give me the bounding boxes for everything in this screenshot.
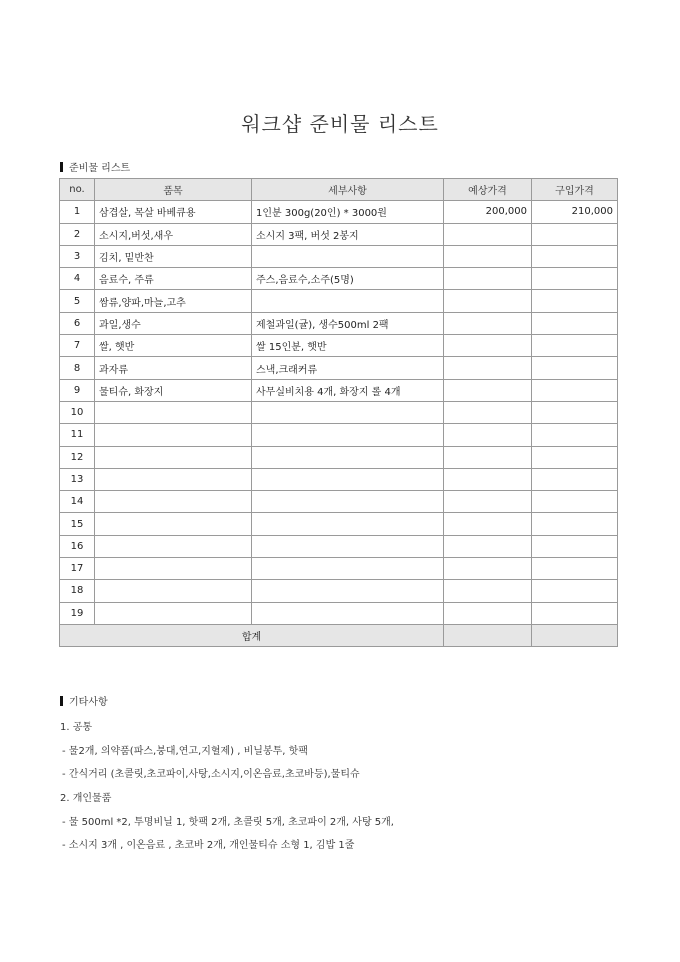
row-purchase-price[interactable] (532, 245, 618, 267)
row-purchase-price[interactable]: 210,000 (532, 201, 618, 223)
row-purchase-price[interactable] (532, 491, 618, 513)
row-estimated-price[interactable] (444, 379, 532, 401)
table-row (60, 424, 618, 446)
row-estimated-price[interactable] (444, 491, 532, 513)
row-item[interactable]: 김치, 밑반찬 (95, 245, 252, 267)
total-estimated-price[interactable] (444, 624, 532, 646)
table-row (60, 201, 618, 223)
row-no: 8 (60, 357, 95, 379)
row-no: 13 (60, 468, 95, 490)
row-estimated-price[interactable] (444, 290, 532, 312)
row-estimated-price[interactable] (444, 401, 532, 423)
section-marker-icon (60, 162, 63, 172)
supply-table (59, 178, 618, 647)
row-purchase-price[interactable] (532, 379, 618, 401)
table-row (60, 312, 618, 334)
row-estimated-price[interactable] (444, 446, 532, 468)
row-no: 3 (60, 245, 95, 267)
row-purchase-price[interactable] (532, 401, 618, 423)
row-detail[interactable] (252, 513, 444, 535)
row-purchase-price[interactable] (532, 468, 618, 490)
row-item[interactable]: 물티슈, 화장지 (95, 379, 252, 401)
row-estimated-price[interactable] (444, 268, 532, 290)
row-purchase-price[interactable] (532, 335, 618, 357)
col-header-detail: 세부사항 (252, 179, 444, 201)
row-item[interactable] (95, 446, 252, 468)
row-estimated-price[interactable] (444, 335, 532, 357)
list-section-heading (60, 159, 130, 174)
table-row (60, 491, 618, 513)
notes-item: - 물 500ml *2, 투명비닐 1, 핫팩 2개, 초콜릿 5개, 초코파이 2개, 사탕 5개, (62, 816, 394, 828)
row-no: 11 (60, 424, 95, 446)
col-header-estimated-price: 예상가격 (444, 179, 532, 201)
row-item[interactable]: 소시지,버섯,새우 (95, 223, 252, 245)
row-item[interactable] (95, 424, 252, 446)
row-item[interactable]: 쌀, 햇반 (95, 335, 252, 357)
row-estimated-price[interactable] (444, 513, 532, 535)
row-purchase-price[interactable] (532, 513, 618, 535)
row-item[interactable] (95, 535, 252, 557)
row-detail[interactable] (252, 558, 444, 580)
list-section-heading-text: 준비물 리스트 (69, 163, 131, 174)
table-row (60, 245, 618, 267)
row-detail[interactable] (252, 424, 444, 446)
table-row (60, 468, 618, 490)
row-purchase-price[interactable] (532, 580, 618, 602)
row-no: 2 (60, 223, 95, 245)
table-row (60, 401, 618, 423)
row-detail[interactable] (252, 491, 444, 513)
row-item[interactable] (95, 558, 252, 580)
notes-body (60, 716, 394, 858)
row-detail[interactable] (252, 245, 444, 267)
row-estimated-price[interactable] (444, 580, 532, 602)
table-row (60, 379, 618, 401)
row-item[interactable]: 과일,생수 (95, 312, 252, 334)
notes-group-title: 1. 공통 (60, 722, 93, 733)
row-estimated-price[interactable]: 200,000 (444, 201, 532, 223)
row-item[interactable] (95, 491, 252, 513)
notes-section-heading (60, 693, 108, 708)
row-purchase-price[interactable] (532, 424, 618, 446)
notes-item: - 소시지 3개 , 이온음료 , 초코바 2개, 개인물티슈 소형 1, 김밥 1줄 (62, 840, 355, 852)
row-detail[interactable]: 1인분 300g(20인) * 3000원 (252, 201, 444, 223)
row-item[interactable]: 쌈류,양파,마늘,고추 (95, 290, 252, 312)
row-purchase-price[interactable] (532, 312, 618, 334)
row-estimated-price[interactable] (444, 602, 532, 624)
total-row (60, 624, 618, 646)
row-detail[interactable]: 제철과일(귤), 생수500ml 2팩 (252, 312, 444, 334)
row-no: 16 (60, 535, 95, 557)
row-estimated-price[interactable] (444, 558, 532, 580)
row-detail[interactable]: 쌀 15인분, 햇반 (252, 335, 444, 357)
row-no: 5 (60, 290, 95, 312)
notes-group-title: 2. 개인물품 (60, 793, 112, 805)
row-estimated-price[interactable] (444, 357, 532, 379)
row-item[interactable] (95, 468, 252, 490)
table-row (60, 223, 618, 245)
row-detail[interactable] (252, 535, 444, 557)
row-detail[interactable]: 사무실비치용 4개, 화장지 롤 4개 (252, 379, 444, 401)
row-purchase-price[interactable] (532, 535, 618, 557)
notes-section-heading-text: 기타사항 (69, 697, 108, 708)
table-row (60, 290, 618, 312)
notes-item: - 간식거리 (초콜릿,초코파이,사탕,소시지,이온음료,초코바등),물티슈 (62, 769, 360, 781)
row-detail[interactable]: 소시지 3팩, 버섯 2봉지 (252, 223, 444, 245)
row-item[interactable]: 과자류 (95, 357, 252, 379)
row-purchase-price[interactable] (532, 602, 618, 624)
row-item[interactable] (95, 513, 252, 535)
section-marker-icon (60, 696, 63, 706)
row-detail[interactable] (252, 446, 444, 468)
row-detail[interactable]: 스낵,크래커류 (252, 357, 444, 379)
col-header-no: no. (60, 179, 95, 201)
table-row (60, 558, 618, 580)
row-no: 17 (60, 558, 95, 580)
row-item[interactable]: 음료수, 주류 (95, 268, 252, 290)
row-no: 12 (60, 446, 95, 468)
row-item[interactable] (95, 602, 252, 624)
row-detail[interactable] (252, 401, 444, 423)
row-detail[interactable] (252, 602, 444, 624)
row-no: 10 (60, 401, 95, 423)
table-row (60, 335, 618, 357)
table-row (60, 446, 618, 468)
row-purchase-price[interactable] (532, 223, 618, 245)
row-no: 6 (60, 312, 95, 334)
row-estimated-price[interactable] (444, 468, 532, 490)
row-no: 14 (60, 491, 95, 513)
row-purchase-price[interactable] (532, 290, 618, 312)
table-row (60, 513, 618, 535)
row-no: 18 (60, 580, 95, 602)
row-estimated-price[interactable] (444, 223, 532, 245)
row-item[interactable] (95, 580, 252, 602)
row-no: 9 (60, 379, 95, 401)
row-purchase-price[interactable] (532, 268, 618, 290)
table-header-row (60, 179, 618, 201)
row-estimated-price[interactable] (444, 424, 532, 446)
table-row (60, 535, 618, 557)
row-purchase-price[interactable] (532, 357, 618, 379)
notes-item: - 물2개, 의약품(파스,붕대,연고,지혈제) , 비닐봉투, 핫팩 (62, 745, 308, 757)
row-detail[interactable] (252, 580, 444, 602)
page-title: 워크샵 준비물 리스트 (241, 112, 439, 136)
row-no: 19 (60, 602, 95, 624)
total-purchase-price[interactable] (532, 624, 618, 646)
row-estimated-price[interactable] (444, 245, 532, 267)
row-no: 4 (60, 268, 95, 290)
row-no: 7 (60, 335, 95, 357)
table-row (60, 268, 618, 290)
row-detail[interactable] (252, 468, 444, 490)
row-purchase-price[interactable] (532, 558, 618, 580)
row-estimated-price[interactable] (444, 312, 532, 334)
row-item[interactable] (95, 401, 252, 423)
row-purchase-price[interactable] (532, 446, 618, 468)
row-detail[interactable] (252, 290, 444, 312)
table-row (60, 357, 618, 379)
col-header-purchase-price: 구입가격 (532, 179, 618, 201)
row-no: 1 (60, 201, 95, 223)
table-row (60, 602, 618, 624)
row-no: 15 (60, 513, 95, 535)
total-label: 합계 (60, 624, 444, 646)
table-row (60, 580, 618, 602)
row-detail[interactable]: 주스,음료수,소주(5명) (252, 268, 444, 290)
row-item[interactable]: 삼겹살, 목살 바베큐용 (95, 201, 252, 223)
row-estimated-price[interactable] (444, 535, 532, 557)
col-header-item: 품목 (95, 179, 252, 201)
